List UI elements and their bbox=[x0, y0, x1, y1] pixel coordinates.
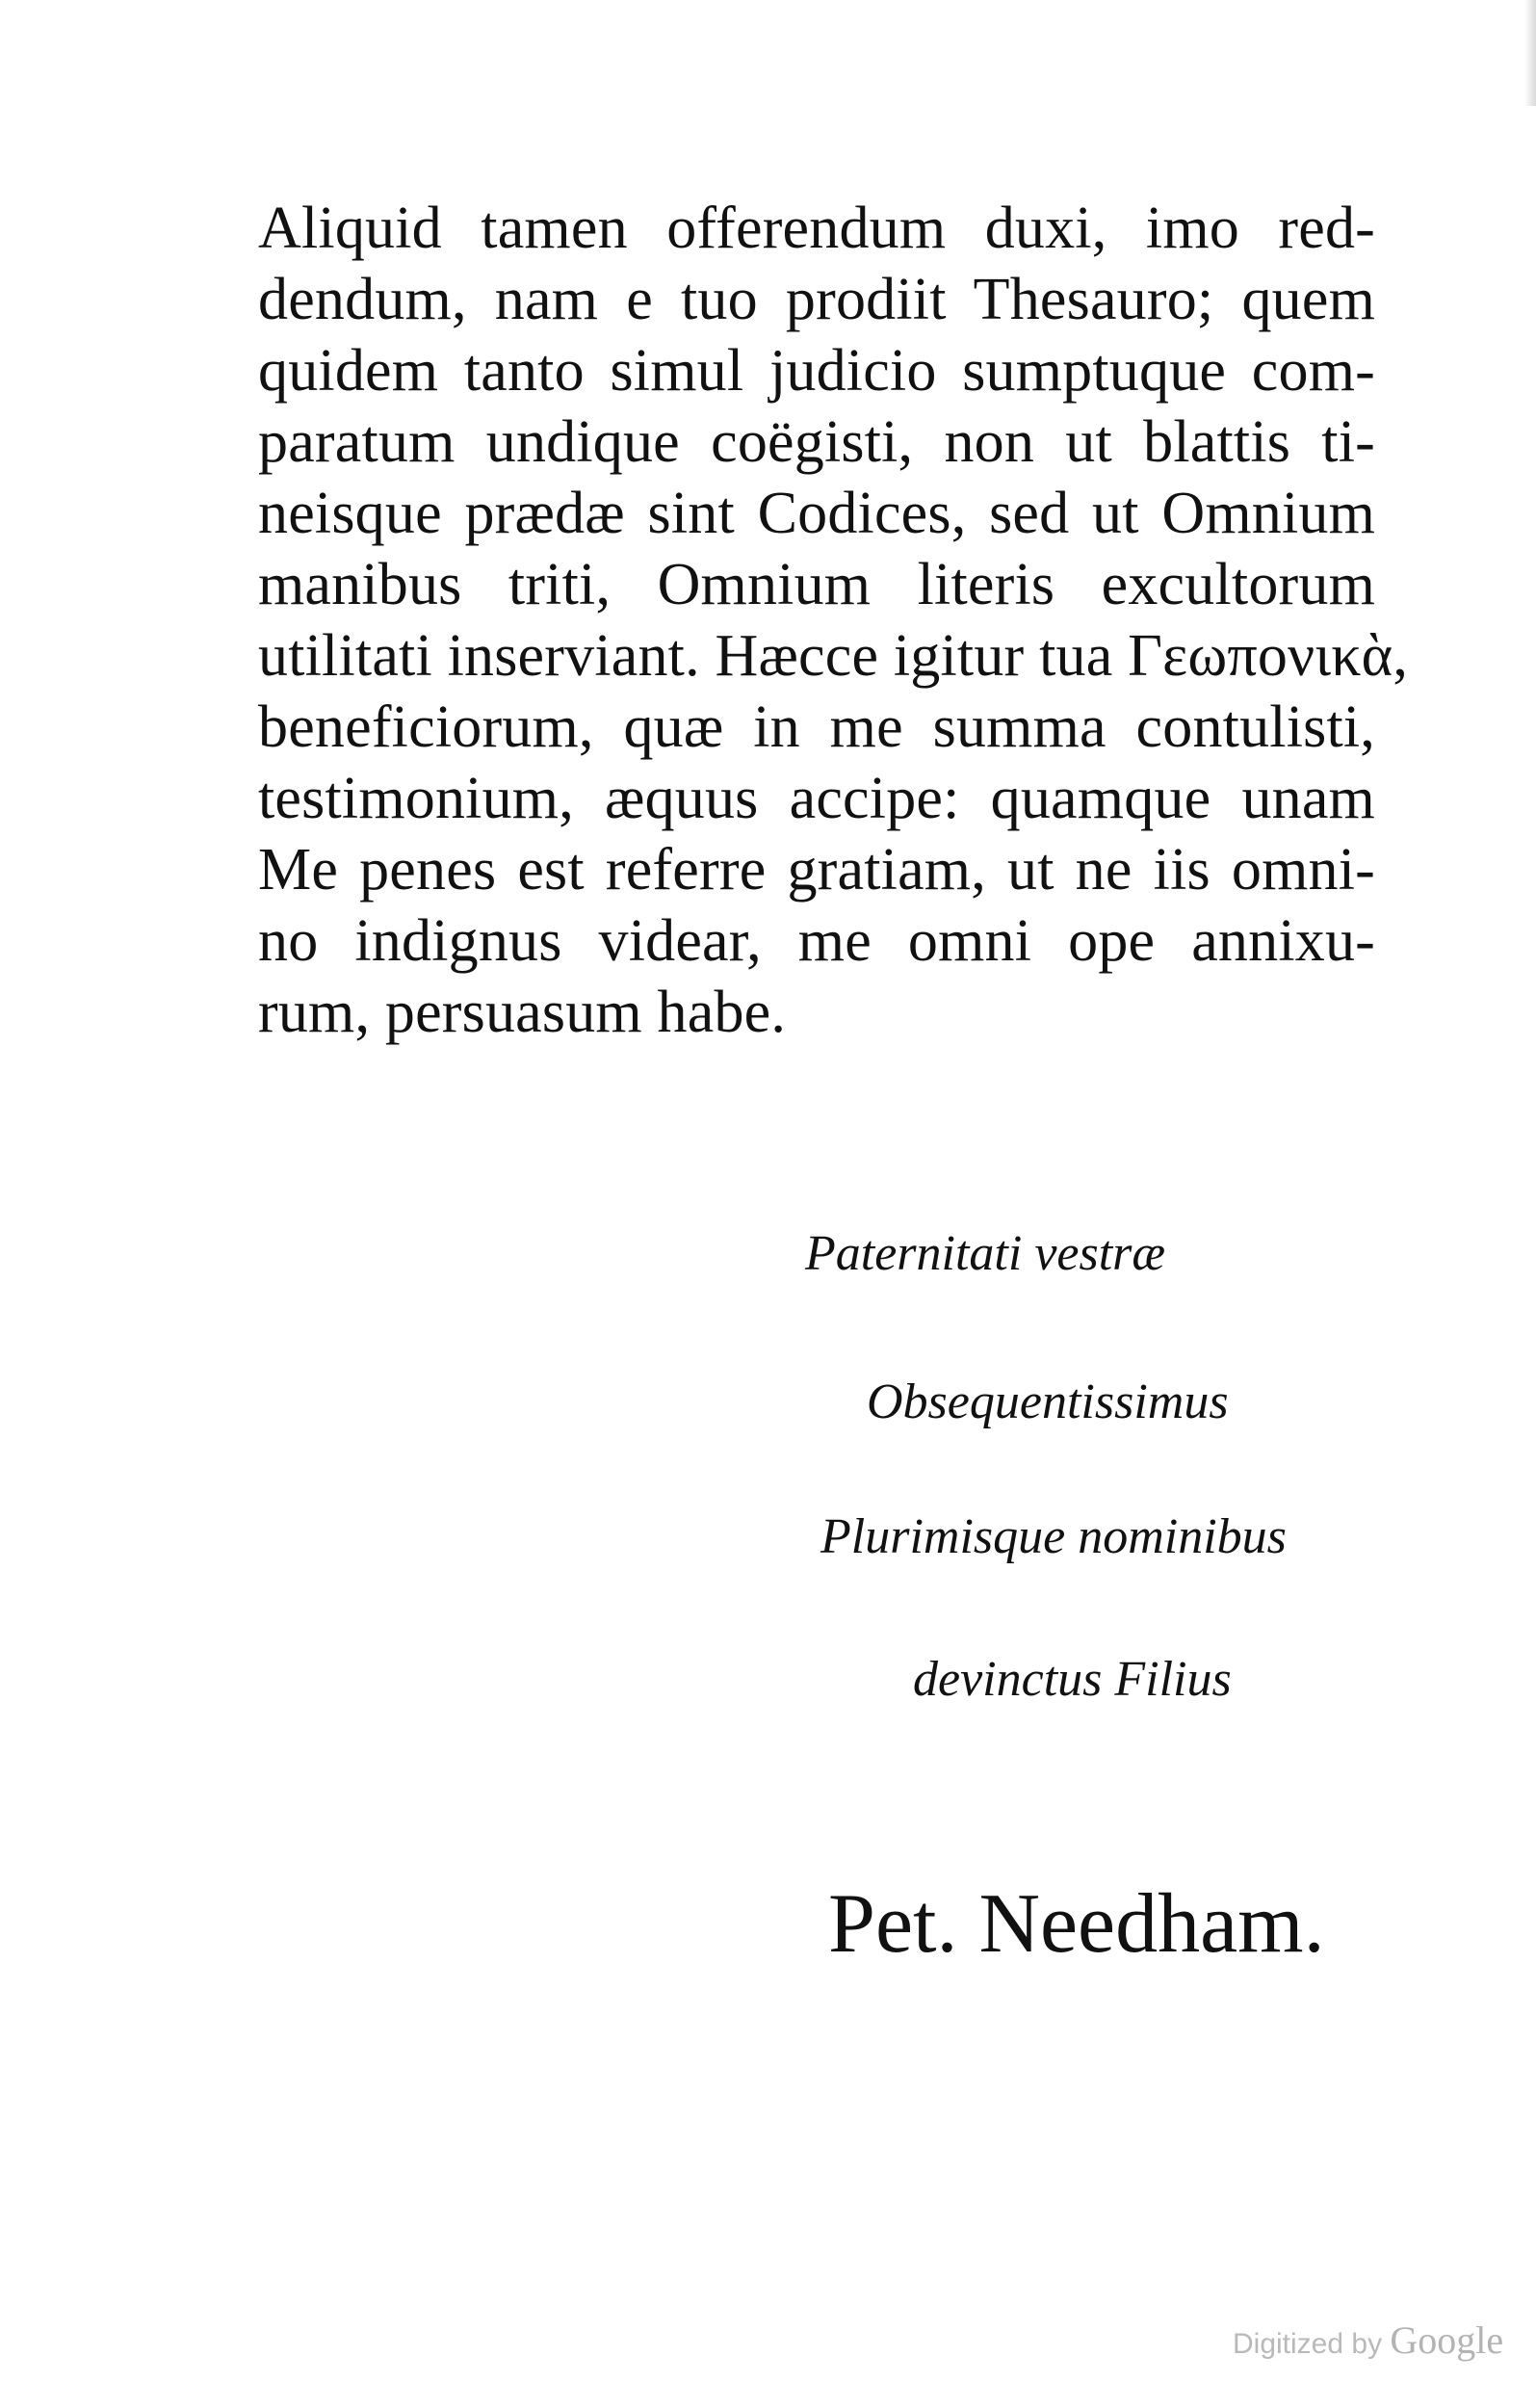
watermark-prefix: Digitized by bbox=[1233, 2328, 1383, 2360]
body-line-6: manibus triti, Omnium literis excultorum bbox=[258, 552, 1375, 617]
closing-line-devinctus: devinctus Filius bbox=[913, 1652, 1232, 1707]
body-line-7: utilitati inserviant. Hæcce igitur tua Γεωπονικὰ, bbox=[258, 623, 1409, 689]
closing-line-paternitati: Paternitati vestræ bbox=[805, 1226, 1166, 1281]
body-line-12: rum, persuasum habe. bbox=[258, 980, 787, 1045]
body-line-9: testimonium, æquus accipe: quamque unam bbox=[258, 766, 1375, 831]
body-line-11: no indignus videar, me omni ope annixu- bbox=[258, 908, 1375, 974]
closing-line-plurimisque: Plurimisque nominibus bbox=[820, 1509, 1287, 1564]
body-line-8: beneficiorum, quæ in me summa contulisti, bbox=[258, 694, 1375, 760]
body-line-2: dendum, nam e tuo prodiit Thesauro; quem bbox=[258, 267, 1375, 332]
body-line-5: neisque prædæ sint Codices, sed ut Omnium bbox=[258, 481, 1375, 546]
digitized-watermark bbox=[1233, 2317, 1503, 2363]
closing-line-obsequentissimus: Obsequentissimus bbox=[867, 1374, 1229, 1429]
signature-name: Pet. Needham. bbox=[828, 1877, 1325, 1971]
watermark-brand: Google bbox=[1390, 2318, 1504, 2362]
body-line-1: Aliquid tamen offerendum duxi, imo red- bbox=[258, 196, 1375, 261]
body-line-3: quidem tanto simul judicio sumptuque com- bbox=[258, 338, 1375, 404]
body-line-4: paratum undique coëgisti, non ut blattis ti- bbox=[258, 409, 1375, 475]
body-line-10: Me penes est referre gratiam, ut ne iis omni- bbox=[258, 837, 1375, 903]
